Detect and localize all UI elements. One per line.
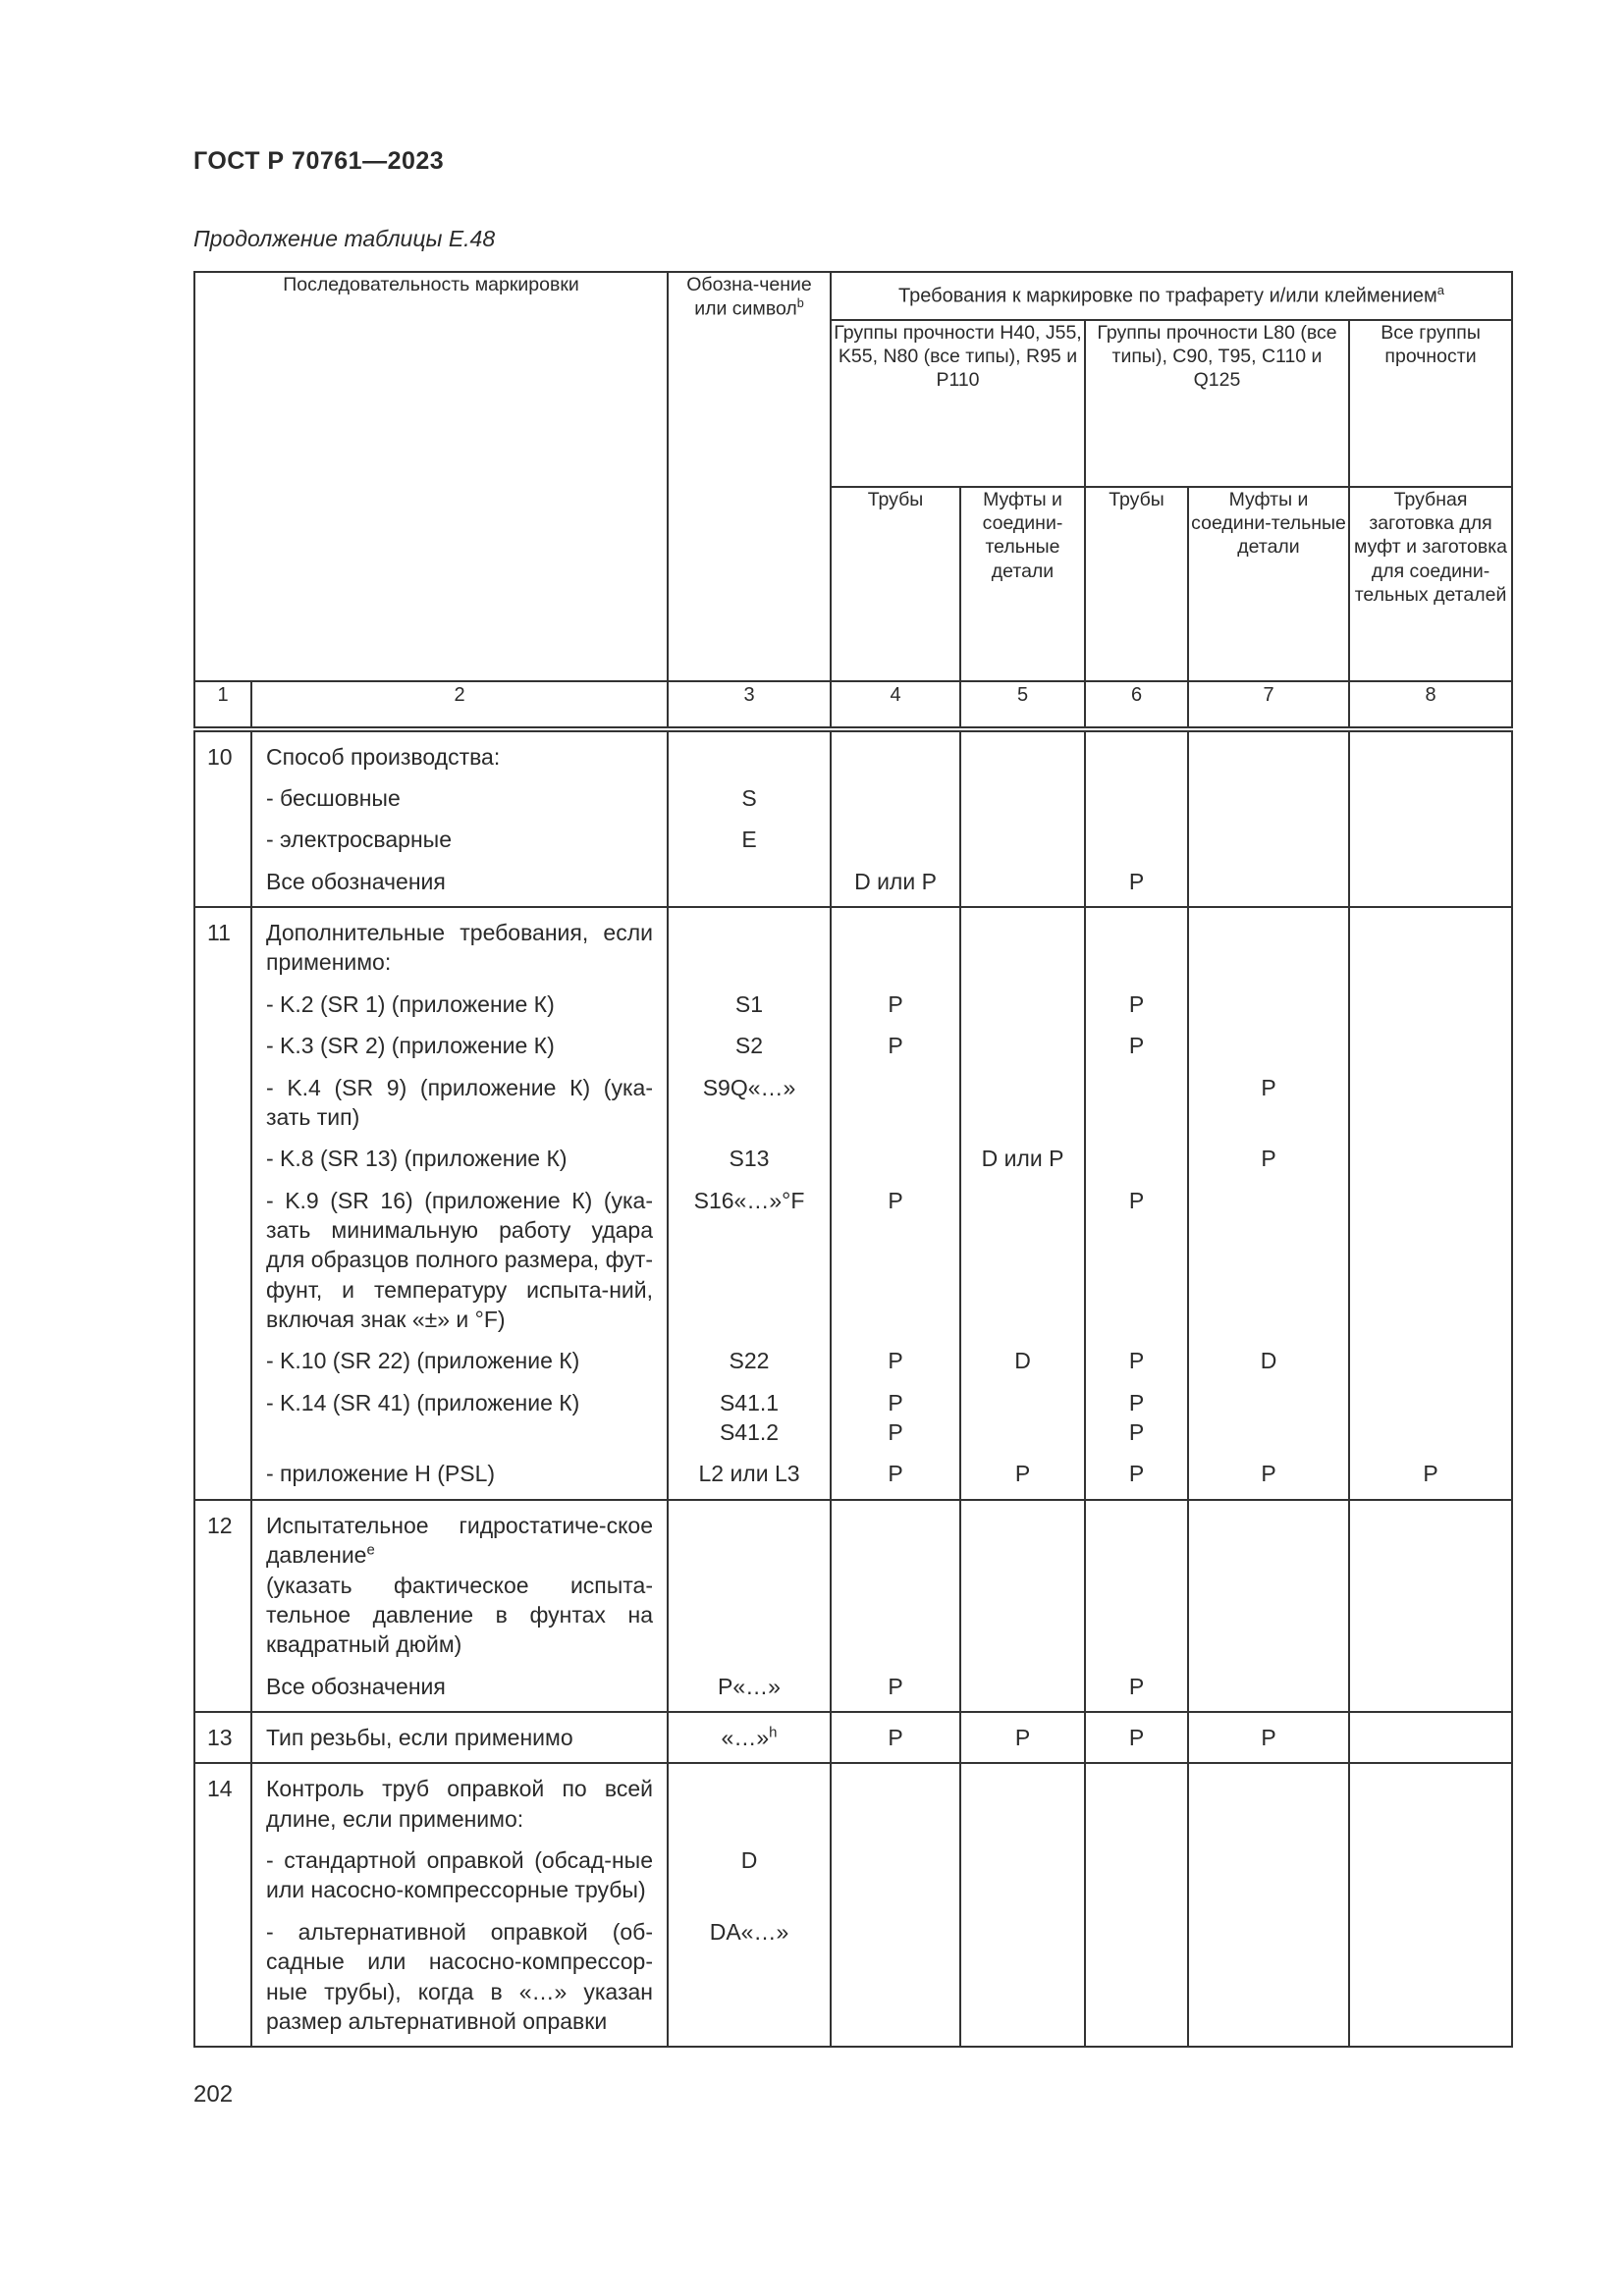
row-text: - альтернативной оправкой (об-садные или насосно-компрессор-ные трубы), когда в «…» указан размер альтернативной оправки [251,1905,668,2047]
cell-couplings [960,1061,1085,1133]
cell-couplings-b [1188,855,1349,907]
column-number: 3 [668,681,831,729]
cell-couplings [960,855,1085,907]
row-number [194,1061,251,1133]
cell-pipes: P [831,1019,960,1060]
row-text: - K.3 (SR 2) (приложение К) [251,1019,668,1060]
cell-pipes-b: P P [1085,1376,1188,1448]
cell-couplings [960,729,1085,772]
cell-pipes-b [1085,907,1188,978]
row-symbol: P«…» [668,1660,831,1712]
header-group-c: Все группы прочности [1349,320,1512,487]
row-number [194,772,251,813]
column-number: 5 [960,681,1085,729]
cell-couplings-b: P [1188,1061,1349,1133]
row-number [194,1660,251,1712]
row-text: - K.14 (SR 41) (приложение К) [251,1376,668,1448]
table-row [194,1660,1512,1712]
row-symbol: S [668,772,831,813]
cell-pipes-b [1085,1834,1188,1905]
cell-couplings [960,1500,1085,1660]
cell-pipes [831,813,960,854]
cell-billet [1349,1500,1512,1660]
column-number: 6 [1085,681,1188,729]
row-symbol [668,855,831,907]
column-numbers-row [194,681,1512,729]
table-row [194,1132,1512,1173]
cell-pipes-b: P [1085,1712,1188,1763]
cell-couplings-b [1188,1834,1349,1905]
row-symbol: D [668,1834,831,1905]
cell-couplings [960,1905,1085,2047]
cell-billet [1349,855,1512,907]
cell-pipes-b [1085,1500,1188,1660]
cell-pipes [831,1132,960,1173]
cell-pipes-b [1085,813,1188,854]
cell-pipes [831,1500,960,1660]
table-row [194,978,1512,1019]
row-text: Все обозначения [251,1660,668,1712]
row-number [194,855,251,907]
row-text: Испытательное гидростатиче-ское давление$^e$ (указать фактическое испыта-тельное давление в фунтах на квадратный дюйм) [251,1500,668,1660]
cell-couplings-b [1188,813,1349,854]
header-couplings-b: Муфты и соедини-тельные детали [1188,487,1349,681]
column-number: 4 [831,681,960,729]
cell-billet [1349,1712,1512,1763]
cell-billet [1349,1905,1512,2047]
header-billet: Трубная заготовка для муфт и заготовка для соедини-тельных деталей [1349,487,1512,681]
row-symbol [668,907,831,978]
row-symbol: S9Q«…» [668,1061,831,1133]
cell-billet [1349,978,1512,1019]
row-number: 13 [194,1712,251,1763]
cell-pipes-b [1085,1132,1188,1173]
cell-couplings: P [960,1712,1085,1763]
cell-couplings-b: P [1188,1132,1349,1173]
column-number: 1 [194,681,251,729]
cell-billet [1349,1334,1512,1375]
row-symbol: S1 [668,978,831,1019]
column-number: 8 [1349,681,1512,729]
row-number: 12 [194,1500,251,1660]
cell-pipes-b [1085,1061,1188,1133]
cell-pipes: P [831,1712,960,1763]
table-row [194,813,1512,854]
cell-couplings [960,813,1085,854]
table-row [194,1500,1512,1660]
table-row [194,1834,1512,1905]
row-number [194,813,251,854]
table-row [194,855,1512,907]
cell-billet [1349,907,1512,978]
row-text: Контроль труб оправкой по всей длине, если применимо: [251,1763,668,1834]
row-symbol [668,729,831,772]
cell-billet [1349,729,1512,772]
cell-pipes-b: P [1085,1660,1188,1712]
cell-billet [1349,1834,1512,1905]
cell-couplings [960,1763,1085,1834]
cell-pipes-b: P [1085,855,1188,907]
table-row [194,1376,1512,1448]
row-symbol [668,1763,831,1834]
table-row [194,1061,1512,1133]
row-text: Способ производства: [251,729,668,772]
row-text: Тип резьбы, если применимо [251,1712,668,1763]
header-group-a: Группы прочности H40, J55, K55, N80 (все типы), R95 и P110 [831,320,1085,487]
cell-billet [1349,1376,1512,1448]
cell-couplings [960,1834,1085,1905]
row-symbol: S2 [668,1019,831,1060]
cell-couplings-b [1188,978,1349,1019]
header-requirements: Требования к маркировке по трафарету и/или клеймением$^a$ [831,272,1512,320]
row-symbol: S41.1 S41.2 [668,1376,831,1448]
cell-billet [1349,1132,1512,1173]
cell-pipes: D или P [831,855,960,907]
row-text: - K.8 (SR 13) (приложение К) [251,1132,668,1173]
cell-couplings [960,1174,1085,1335]
cell-billet [1349,1763,1512,1834]
cell-billet [1349,1061,1512,1133]
row-text: - электросварные [251,813,668,854]
cell-couplings [960,907,1085,978]
cell-couplings-b: D [1188,1334,1349,1375]
cell-pipes [831,1061,960,1133]
cell-pipes [831,1905,960,2047]
cell-couplings [960,772,1085,813]
cell-couplings-b: P [1188,1447,1349,1499]
cell-billet: P [1349,1447,1512,1499]
row-symbol: S22 [668,1334,831,1375]
row-number: 14 [194,1763,251,1834]
row-text: - K.4 (SR 9) (приложение К) (ука-зать тип) [251,1061,668,1133]
row-text: - K.10 (SR 22) (приложение К) [251,1334,668,1375]
row-symbol [668,1500,831,1660]
cell-pipes-b [1085,772,1188,813]
header-designation: Обозна-чение или символ$^b$ [668,272,831,681]
table-row [194,729,1512,772]
cell-couplings [960,1660,1085,1712]
cell-billet [1349,1660,1512,1712]
cell-couplings-b [1188,1500,1349,1660]
row-number [194,1174,251,1335]
cell-couplings: P [960,1447,1085,1499]
table-row [194,1905,1512,2047]
row-text: - бесшовные [251,772,668,813]
row-text: - приложение Н (PSL) [251,1447,668,1499]
table-row [194,1019,1512,1060]
row-text: Все обозначения [251,855,668,907]
cell-pipes: P [831,1660,960,1712]
cell-billet [1349,1019,1512,1060]
cell-couplings [960,1376,1085,1448]
cell-pipes-b [1085,1763,1188,1834]
row-number [194,1834,251,1905]
cell-pipes-b: P [1085,1447,1188,1499]
row-text: - K.2 (SR 1) (приложение К) [251,978,668,1019]
row-number: 11 [194,907,251,978]
row-symbol: E [668,813,831,854]
header-pipes: Трубы [831,487,960,681]
cell-pipes-b [1085,729,1188,772]
header-sequence: Последовательность маркировки [194,272,668,681]
row-number [194,1132,251,1173]
header-group-b: Группы прочности L80 (все типы), C90, T95, C110 и Q125 [1085,320,1349,487]
cell-couplings-b [1188,1174,1349,1335]
cell-pipes-b [1085,1905,1188,2047]
table-row [194,907,1512,978]
cell-couplings-b [1188,1660,1349,1712]
cell-pipes [831,1763,960,1834]
row-number [194,1376,251,1448]
header-couplings: Муфты и соедини-тельные детали [960,487,1085,681]
row-symbol: S16«…»°F [668,1174,831,1335]
cell-pipes: P [831,1334,960,1375]
cell-pipes: P [831,1447,960,1499]
cell-pipes: P P [831,1376,960,1448]
page-number: 202 [193,2081,234,2108]
marking-table [193,271,1513,2048]
cell-couplings-b [1188,1019,1349,1060]
row-number [194,1334,251,1375]
row-text: - стандартной оправкой (обсад-ные или насосно-компрессорные трубы) [251,1834,668,1905]
cell-couplings-b: P [1188,1712,1349,1763]
cell-couplings-b [1188,1376,1349,1448]
cell-couplings: D или P [960,1132,1085,1173]
table-continuation-caption: Продолжение таблицы Е.48 [193,226,496,251]
row-number: 10 [194,729,251,772]
cell-pipes-b: P [1085,978,1188,1019]
table-row [194,1763,1512,1834]
table-row [194,1334,1512,1375]
document-header: ГОСТ Р 70761—2023 [193,147,445,175]
cell-pipes: P [831,1174,960,1335]
cell-couplings-b [1188,772,1349,813]
cell-pipes-b: P [1085,1174,1188,1335]
row-symbol: DA«…» [668,1905,831,2047]
row-symbol: S13 [668,1132,831,1173]
cell-couplings-b [1188,907,1349,978]
row-symbol: L2 или L3 [668,1447,831,1499]
cell-billet [1349,1174,1512,1335]
cell-pipes: P [831,978,960,1019]
table-row [194,1712,1512,1763]
row-number [194,1905,251,2047]
cell-couplings-b [1188,1763,1349,1834]
cell-pipes [831,729,960,772]
cell-couplings [960,1019,1085,1060]
cell-billet [1349,813,1512,854]
cell-couplings: D [960,1334,1085,1375]
table-row [194,772,1512,813]
column-number: 2 [251,681,668,729]
cell-billet [1349,772,1512,813]
row-number [194,978,251,1019]
cell-pipes [831,772,960,813]
table-row [194,1447,1512,1499]
cell-pipes-b: P [1085,1019,1188,1060]
row-symbol: «…»$^h$ [668,1712,831,1763]
cell-couplings-b [1188,1905,1349,2047]
row-number [194,1447,251,1499]
cell-pipes [831,907,960,978]
cell-couplings [960,978,1085,1019]
row-text: - K.9 (SR 16) (приложение К) (ука-зать минимальную работу удара для образцов полного размера, фут-фунт, и температуру испыта-ний, включая знак «±» и °F) [251,1174,668,1335]
row-number [194,1019,251,1060]
cell-pipes [831,1834,960,1905]
cell-couplings-b [1188,729,1349,772]
table-row [194,1174,1512,1335]
row-text: Дополнительные требования, если применимо: [251,907,668,978]
column-number: 7 [1188,681,1349,729]
header-pipes-b: Трубы [1085,487,1188,681]
cell-pipes-b: P [1085,1334,1188,1375]
